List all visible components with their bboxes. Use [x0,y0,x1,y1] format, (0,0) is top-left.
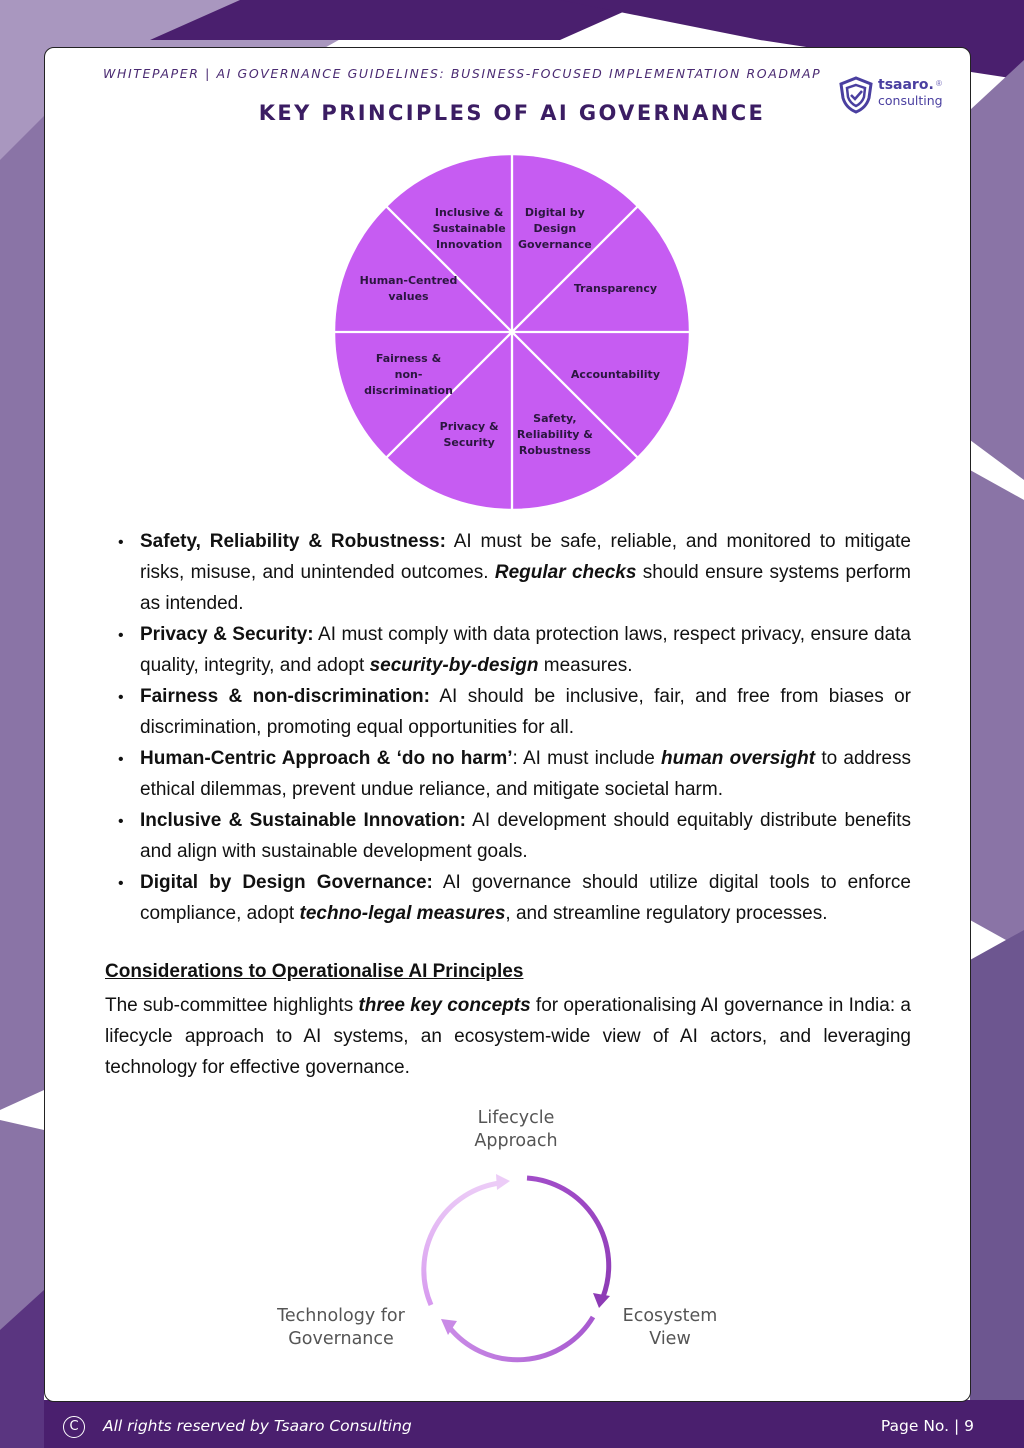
cycle-arrow-bottom [449,1317,593,1360]
wheel-label-digital-design: Digital by Design Governance [518,205,592,251]
principle-item: • Privacy & Security: AI must comply with data protection laws, respect privacy, ensure data quality, integrity, and adopt security-by-design measures. [114,619,911,681]
page-number: Page No. | 9 [880,1417,974,1435]
page-title: KEY PRINCIPLES OF AI GOVERNANCE [258,101,766,125]
cycle-label-ecosystem: Ecosystem View [622,1306,718,1349]
wheel-label-transparency: Transparency [573,282,658,296]
copyright-icon: C [63,1416,85,1438]
principle-item: • Digital by Design Governance: AI governance should utilize digital tools to enforce compliance, adopt techno-legal measures, and streamline regulatory processes. [114,867,911,929]
principles-list [114,526,911,929]
logo-tagline: consulting [878,93,943,108]
registered-mark: ® [936,79,942,88]
wheel-label-human-centred: Human-Centred values [359,274,458,304]
principle-item: • Inclusive & Sustainable Innovation: AI development should equitably distribute benefits and align with sustainable development goals. [114,805,911,867]
cycle-arrowhead-left [496,1174,510,1190]
wheel-label-privacy: Privacy & Security [439,420,499,450]
considerations-heading: Considerations to Operationalise AI Principles [105,961,524,982]
cycle-arrow-left [424,1183,500,1305]
cycle-arrow-right [527,1178,609,1297]
wheel-label-safety: Safety, Reliability & Robustness [516,412,593,458]
principle-item: • Safety, Reliability & Robustness: AI must be safe, reliable, and monitored to mitigate risks, misuse, and unintended outcomes. Regular checks should ensure systems perform as intended. [114,526,911,619]
principle-item: • Fairness & non-discrimination: AI should be inclusive, fair, and free from biases or discrimination, promoting equal opportunities for all. [114,681,911,743]
wheel-label-fairness: Fairness & non- discrimination [364,351,453,397]
considerations-paragraph: The sub-committee highlights three key concepts for operationalising AI governance in India: a lifecycle approach to AI systems, an ecosystem-wide view of AI actors, and leveraging technology for effective governance. [105,995,911,1078]
footer-copyright: All rights reserved by Tsaaro Consulting [103,1417,412,1435]
principle-item: • Human-Centric Approach & ‘do no harm’: AI must include human oversight to address ethical dilemmas, prevent undue reliance, and mitigate societal harm. [114,743,911,805]
wheel-label-inclusive: Inclusive & Sustainable Innovation [432,205,506,251]
cycle-label-lifecycle: Lifecycle Approach [474,1108,558,1151]
cycle-label-technology: Technology for Governance [277,1306,405,1349]
running-header: WHITEPAPER | AI GOVERNANCE GUIDELINES: BUSINESS-FOCUSED IMPLEMENTATION ROADMAP [103,66,822,81]
wheel-label-accountability: Accountability [570,367,660,381]
logo-name: tsaaro. [878,77,934,93]
